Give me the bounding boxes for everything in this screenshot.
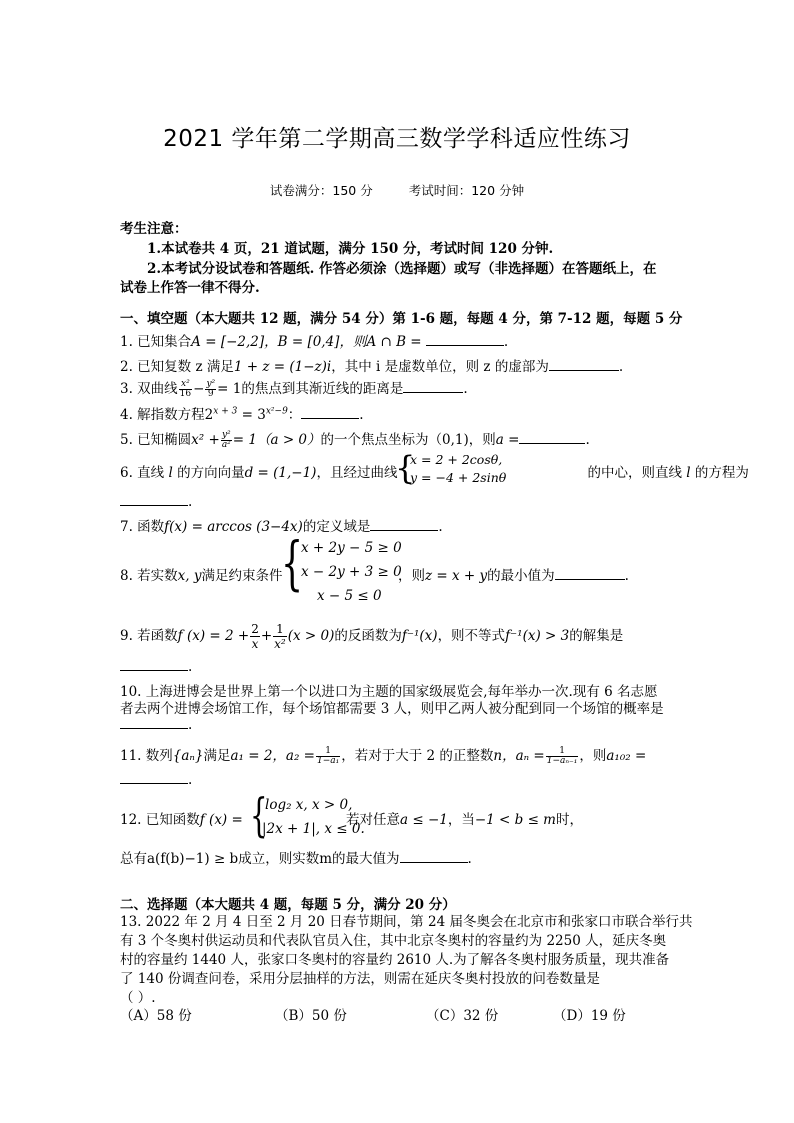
question-13-line-1: 13. 2022 年 2 月 4 日至 2 月 20 日春节期间，第 24 届冬奥会在北京市和张家口市联合举行共 xyxy=(120,914,693,930)
q4-text: 4. 解指数方程 xyxy=(120,407,205,423)
answer-blank xyxy=(400,850,468,863)
q8-constraint-2: x − 2y + 3 ≥ 0 xyxy=(301,564,402,580)
q6-system-line-2: y = −4 + 2sinθ xyxy=(410,470,507,485)
brace-q8: { xyxy=(281,529,304,597)
fraction: $\frac{\text{x²}}{16}$ xyxy=(179,379,192,399)
q8-constraint-3: x − 5 ≤ 0 xyxy=(317,588,382,604)
q2-text-2: ，其中 i 是虚数单位，则 z 的虚部为 xyxy=(331,359,549,375)
q12-text-2: 总有a(f(b)−1) ≥ b成立，则实数m的最大值为 xyxy=(120,851,400,867)
question-8: 8. 若实数x, y满足约束条件 xyxy=(120,568,283,584)
q12-piece-2: |2x + 1|, x ≤ 0. xyxy=(262,821,365,837)
page-title: 2021 学年第二学期高三数学学科适应性练习 xyxy=(163,126,631,152)
question-6-blank: . xyxy=(120,493,192,510)
q8-text: 8. 若实数 xyxy=(120,568,178,584)
q2-end: . xyxy=(618,359,624,375)
q12-piece-1: log₂ x, x > 0, xyxy=(265,797,353,813)
answer-blank xyxy=(120,493,188,506)
question-13-line-4: 了 140 份调查问卷，采用分层抽样的方法，则需在延庆冬奥村投放的问卷数量是 xyxy=(120,971,600,987)
option-b[interactable]: （B）50 份 xyxy=(275,1008,347,1024)
q7-text-2: 的定义域是 xyxy=(302,519,371,535)
fraction: $\frac{\text{y²}}{9}$ xyxy=(206,379,216,399)
full-score: 试卷满分：150 分 xyxy=(269,183,373,198)
fraction: $\frac{\text{y²}}{\text{a²}}$ xyxy=(221,430,231,450)
q1-math: A = [−2,2]，B = [0,4]，则A ∩ B = xyxy=(191,334,422,350)
q3-text: 3. 双曲线 xyxy=(120,381,178,397)
question-10-line-2: 者去两个进博会场馆工作，每个场馆都需要 3 人，则甲乙两人被分配到同一个场馆的概率是 xyxy=(120,701,664,717)
question-12-tail: 若对任意a ≤ −1，当−1 < b ≤ m时， xyxy=(346,812,583,828)
option-a[interactable]: （A）58 份 xyxy=(120,1008,192,1024)
q5-text-2: 的一个焦点坐标为（0,1)，则 xyxy=(320,432,496,448)
brace-q12: { xyxy=(250,788,268,842)
q6-text-2: 的中心，则直线 xyxy=(587,465,687,481)
answer-blank xyxy=(120,716,188,729)
q6-system-line-1: x = 2 + 2cosθ, xyxy=(410,452,503,467)
question-3: 3. 双曲线 $\frac{\text{x²}}{16}$ − $\frac{\text{y²}}{9}$ = 1的焦点到其渐近线的距离是 . xyxy=(120,379,468,399)
section2-heading: 二、选择题（本大题共 4 题，每题 5 分，满分 20 分） xyxy=(120,897,456,913)
question-8-tail: ，则z = x + y的最小值为 . xyxy=(398,568,629,584)
q6-text: 6. 直线 xyxy=(120,465,169,481)
fraction: $\frac{1}{\text{1−aₙ₋₁}}$ xyxy=(546,746,578,766)
question-10-blank: . xyxy=(120,716,192,733)
question-2 xyxy=(120,355,623,375)
question-13-line-2: 有 3 个冬奥村供运动员和代表队官员入住，其中北京冬奥村的容量约为 2250 人，延庆冬奥 xyxy=(120,933,667,949)
q1-end: . xyxy=(503,334,509,350)
question-13-line-5: （ ）. xyxy=(120,990,156,1006)
answer-blank xyxy=(555,567,625,580)
q12-text: 12. 已知函数 xyxy=(120,812,200,828)
notice-item-1: 1.本试卷共 4 页，21 道试题，满分 150 分，考试时间 120 分钟. xyxy=(147,241,554,257)
answer-blank xyxy=(120,771,188,784)
question-12: 12. 已知函数f (x) = xyxy=(120,812,243,828)
option-c[interactable]: （C）32 份 xyxy=(426,1008,499,1024)
answer-blank xyxy=(519,431,585,444)
q2-math: 1 + z = (1−z)i xyxy=(233,359,332,375)
answer-blank xyxy=(301,406,359,419)
answer-blank xyxy=(120,658,188,671)
fraction: $\frac{1}{\text{x²}}$ xyxy=(274,622,286,651)
exam-time: 考试时间：120 分钟 xyxy=(408,183,525,198)
question-9-blank: . xyxy=(120,658,192,675)
answer-blank xyxy=(549,358,619,371)
notice-item-2a: 2.本考试分设试卷和答题纸. 作答必须涂（选择题）或写（非选择题）在答题纸上，在 xyxy=(147,261,657,277)
fraction: $\frac{2}{x}$ xyxy=(251,622,259,651)
notice-heading: 考生注意： xyxy=(120,221,188,237)
q3-text-2: 的焦点到其渐近线的距离是 xyxy=(241,381,404,397)
option-d[interactable]: （D）19 份 xyxy=(553,1008,626,1024)
question-11: 11. 数列{aₙ}满足a₁ = 2，a₂ = $\frac{1}{\text{1−a₁}}$ ，若对于大于 2 的正整数n，aₙ = $\frac{1}{\text{1−aₙ₋₁}}$ ，则a₁₀₂ = xyxy=(120,746,647,766)
notice-item-2b: 试卷上作答一律不得分. xyxy=(120,280,260,296)
answer-blank xyxy=(426,333,504,346)
fraction: $\frac{1}{\text{1−a₁}}$ xyxy=(316,746,340,766)
q11-text: 11. 数列 xyxy=(120,748,173,764)
question-13-line-3: 村的容量约 1440 人，张家口冬奥村的容量约 2610 人.为了解各冬奥村服务质量，现共准备 xyxy=(120,952,670,968)
answer-blank xyxy=(370,518,438,531)
question-9: 9. 若函数f (x) = 2 + $\frac{2}{x}$ + $\frac{1}{\text{x²}}$ (x > 0)的反函数为f⁻¹(x)，则不等式f⁻¹(x) > 3的解集是 xyxy=(120,622,624,651)
question-10-line-1: 10. 上海进博会是世界上第一个以进口为主题的国家级展览会,每年举办一次.现有 6 名志愿 xyxy=(120,684,658,700)
question-5: 5. 已知椭圆x² + $\frac{\text{y²}}{\text{a²}}$ = 1（a > 0）的一个焦点坐标为（0,1)，则a = . xyxy=(120,430,590,450)
q1-text: 1. 已知集合 xyxy=(120,334,192,350)
exam-info xyxy=(0,181,794,199)
question-11-blank: . xyxy=(120,771,192,788)
q7-text: 7. 函数 xyxy=(120,519,165,535)
question-7: 7. 函数f(x) = arccos (3−4x)的定义域是 . xyxy=(120,519,443,535)
q5-text: 5. 已知椭圆 xyxy=(120,432,192,448)
q2-text: 2. 已知复数 z 满足 xyxy=(120,359,234,375)
q8-constraint-1: x + 2y − 5 ≥ 0 xyxy=(301,540,402,556)
question-12-line-2: 总有a(f(b)−1) ≥ b成立，则实数m的最大值为 . xyxy=(120,851,472,867)
question-4: 4. 解指数方程$2^{x + 3} = 3^{x^2-9}$： . xyxy=(120,406,364,423)
q9-text: 9. 若函数 xyxy=(120,628,178,644)
q9-text-2: 的解集是 xyxy=(569,628,624,644)
section1-heading: 一、填空题（本大题共 12 题，满分 54 分）第 1-6 题，每题 4 分，第 7-12 题，每题 5 分 xyxy=(120,311,683,327)
brace-q6: { xyxy=(395,449,416,487)
answer-blank xyxy=(403,380,463,393)
question-1 xyxy=(120,330,508,350)
question-6: 6. 直线 l 的方向向量d = (1,−1)，且经过曲线 的中心，则直线 l 的方程为 xyxy=(120,465,749,481)
q8-text-2: 的最小值为 xyxy=(487,568,555,584)
